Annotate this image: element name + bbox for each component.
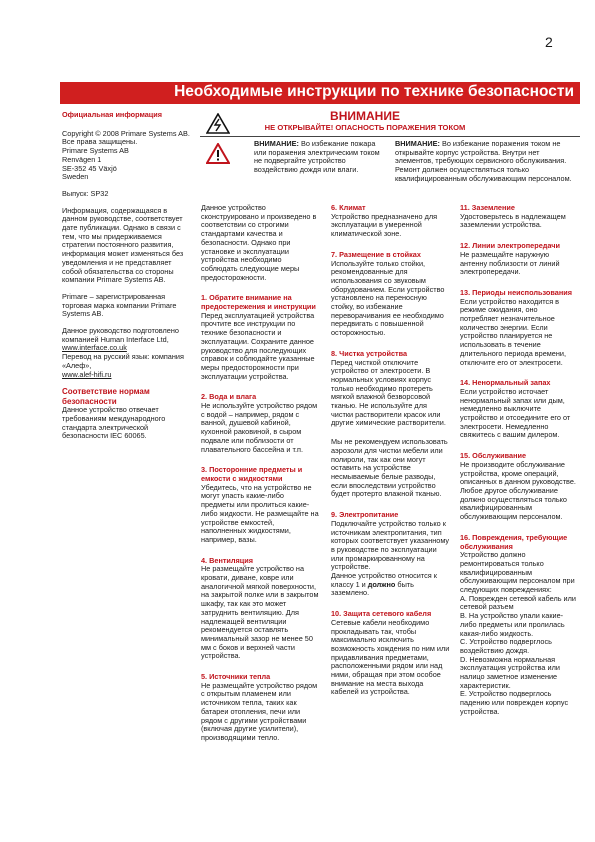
address-street: Renvägen 1	[62, 154, 102, 164]
section-14-heading: 14. Ненормальный запах	[460, 378, 551, 388]
section-1-text: Перед эксплуатацией устройства прочтите все инструкции по технике безопасности и эксплуатации. Сохраните данное руководство для последующих справок и соблюдайте указанные меры предосторожности при эксплуатации устройства.	[201, 310, 315, 381]
column-safety-1	[201, 204, 319, 751]
official-heading: Официальная информация	[62, 110, 163, 119]
column-safety-3	[460, 204, 578, 717]
section-3-heading: 3. Посторонние предметы и емкости с жидкостями	[201, 465, 303, 483]
warning-header	[200, 110, 530, 132]
section-4	[201, 557, 319, 661]
section-8-text: Перед чисткой отключите устройство от электросети. В нормальных условиях корпус только необходимо протереть мягкой влажной безворсовой тканью. Не используйте для чистки растворители красок или другие химические растворители.	[331, 357, 446, 428]
section-16-item-d: D. Невозможна нормальная эксплуатация устройства или налицо заметное изменение характеристик.	[460, 654, 560, 690]
page-title: Необходимые инструкции по технике безопасности	[174, 83, 574, 100]
class-note-c: быть заземлено.	[331, 579, 414, 598]
column-safety-2	[331, 204, 451, 705]
warning-exclamation-triangle-icon	[206, 143, 230, 164]
warning-subheading: НЕ ОТКРЫВАЙТЕ! ОПАСНОСТЬ ПОРАЖЕНИЯ ТОКОМ	[264, 123, 466, 132]
column-official-info	[62, 111, 192, 449]
class-note-a: Данное устройство относится к классу 1 и	[331, 571, 437, 589]
section-6-heading: 6. Климат	[331, 203, 366, 212]
section-8-heading: 8. Чистка устройства	[331, 348, 408, 358]
section-15-text: Не производите обслуживание устройства, кроме операций, описанных в данном руководстве. Любое другое обслуживание должно осуществляться только квалифицированным обслуживающим персоналом.	[460, 459, 576, 522]
section-9-class-note	[331, 572, 451, 598]
section-2-text: Не используйте устройство рядом с водой – например, рядом с ванной, душевой кабиной, кухонной раковиной, в сыром подвале или поблизости от плавательного бассейна и т.п.	[201, 401, 318, 454]
warning-right-text: Во избежание поражения током не открывайте корпус устройства. Внутри нет элементов, требующих сервисного обслуживания. Ремонт должен осуществляться только квалифицированным обслуживающим персоналом.	[395, 139, 572, 183]
warning-left-label: ВНИМАНИЕ:	[254, 139, 299, 148]
section-13-heading: 13. Периоды неиспользования	[460, 287, 572, 297]
class-note-emphasis: должно	[367, 579, 396, 589]
warning-heading: ВНИМАНИЕ	[330, 109, 400, 123]
section-6-text: Устройство предназначено для эксплуатации в умеренной климатической зоне.	[331, 211, 438, 239]
section-14-text: Если устройство источает ненормальный запах или дым, немедленно выключите устройство и отсоедините его от электросети. Немедленно свяжитесь с вашим дилером.	[460, 386, 571, 440]
section-5-text: Не размещайте устройство рядом с открытым пламенем или источником тепла, таких как батареи отопления, печи или рядом с другими устройствами (включая другие усилители), производящими тепло.	[201, 680, 318, 742]
section-8-text-2: Мы не рекомендуем использовать аэрозоли для чистки мебели или полироли, так как они могут оставить на устройстве несмываемые белые разводы, если впоследствии устройство будет протерто влажной тканью.	[331, 437, 448, 499]
section-16-item-a: A. Поврежден сетевой кабель или сетевой разъем	[460, 593, 576, 612]
trademark-paragraph: Primare – зарегистрированная торговая марка компании Primare Systems AB.	[62, 291, 177, 319]
title-bar	[60, 82, 580, 104]
section-13-text: Если устройство находится в режиме ожидания, оно потребляет незначительное количество энергии. Если устройство планируется не использовать в течение длительного периода времени, отключите его от электросети.	[460, 296, 566, 367]
copyright-block	[62, 130, 192, 182]
warning-left	[254, 140, 380, 175]
section-2	[201, 393, 319, 454]
translation-text: Перевод на русский язык: компания «Алеф»,	[62, 352, 184, 370]
address-city: SE-352 45 Växjö	[62, 163, 117, 173]
interface-link[interactable]: www.interface.co.uk	[62, 343, 127, 353]
norms-text: Данное устройство отвечает требованиям международного стандарта электрической безопасности IEC 60065.	[62, 405, 166, 441]
section-10-heading: 10. Защита сетевого кабеля	[331, 609, 432, 619]
section-7-text: Используйте только стойки, рекомендованные для использования со звуковым оборудованием. Если устройство установлено на переносную стойку, во избежание переворачивания ее необходимо передвигать с повышенной осторожностью.	[331, 258, 445, 338]
warning-left-text: Во избежание пожара или поражения электрическим током не подвергайте устройство воздействию дождя или влаги.	[254, 139, 380, 175]
section-16-intro: Устройство должно ремонтироваться только квалифицированным обслуживающим персоналом при следующих повреждениях:	[460, 550, 575, 595]
section-12-heading: 12. Линии электропередачи	[460, 241, 560, 251]
section-4-text: Не размещайте устройство на кровати, диване, ковре или аналогичной мягкой поверхности, на закрытой полке или в закрытом шкафу, так как это может затруднить вентиляцию. Для надлежащей вентиляции рекомендуется оставлять минимальный зазор не менее 50 мм с боков и верхней части устройства.	[201, 564, 319, 661]
section-16-heading: 16. Повреждения, требующие обслуживания	[460, 532, 568, 551]
page-number: 2	[545, 34, 553, 50]
section-2-heading: 2. Вода и влага	[201, 392, 257, 402]
section-9-heading: 9. Электропитание	[331, 510, 399, 520]
company-name: Primare Systems AB	[62, 146, 129, 156]
copyright-line: Copyright © 2008 Primare Systems AB. Все права защищены.	[62, 128, 190, 147]
warning-right	[395, 140, 577, 184]
section-11-text: Удостоверьтесь в надлежащем заземлении устройства.	[460, 211, 566, 230]
norms-heading: Соответствие нормам безопасности	[62, 387, 150, 406]
section-3	[201, 466, 319, 544]
section-1-heading: 1. Обратите внимание на предостережения и инструкции	[201, 293, 316, 312]
section-7-heading: 7. Размещение в стойках	[331, 249, 421, 259]
divider	[200, 136, 580, 137]
section-16-item-e: E. Устройство подверглось падению или поврежден корпус устройства.	[460, 689, 569, 716]
section-10-text: Сетевые кабели необходимо прокладывать так, чтобы максимально исключить возможность хождения по ним или придавливания предметами, расположенными рядом или над ними, обращая при этом особое внимание на места выхода кабелей из устройства.	[331, 617, 450, 697]
manual-credits	[62, 327, 192, 379]
section-3-text: Убедитесь, что на устройство не могут упасть какие-либо предметы или пролиться какие-либо жидкости. Не размещайте на устройстве емкостей, наполненных жидкостями, например, вазы.	[201, 482, 319, 544]
manual-prepared-text: Данное руководство подготовлено компанией Human Interface Ltd,	[62, 326, 179, 344]
section-5-heading: 5. Источники тепла	[201, 672, 271, 682]
warning-right-label: ВНИМАНИЕ:	[395, 139, 440, 148]
section-16-item-c: C. Устройство подверглось воздействию дождя.	[460, 637, 552, 655]
section-16-item-b: B. На устройство упали какие-либо предметы или пролилась какая-либо жидкость.	[460, 611, 565, 638]
section-1	[201, 294, 319, 381]
alef-link[interactable]: www.alef-hifi.ru	[62, 369, 112, 379]
address-country: Sweden	[62, 172, 89, 182]
section-9-text: Подключайте устройство только к источникам электропитания, тип которых соответствует указанному в руководстве по эксплуатации или промаркированному на устройстве.	[331, 518, 450, 572]
section-15-heading: 15. Обслуживание	[460, 451, 527, 461]
section-12-text: Не размещайте наружную антенну поблизости от линий электропередачи.	[460, 249, 560, 277]
section-4-heading: 4. Вентиляция	[201, 555, 254, 565]
issue-number: Выпуск: SP32	[62, 188, 109, 198]
info-paragraph: Информация, содержащаяся в данном руководстве, соответствует дате публикации. Однако в связи с тем, что мы придерживаемся стратегии постоянного развития, информация может изменяться без уведомления и не представляет собой обязательства со стороны компании Primare Systems AB.	[62, 205, 184, 285]
section-5	[201, 673, 319, 743]
section-11-heading: 11. Заземление	[460, 203, 515, 212]
intro-paragraph: Данное устройство сконструировано и произведено в соответствии со строгими стандартами качества и безопасности. Однако при установке и эксплуатации устройства необходимо соблюдать следующие меры предосторожности.	[201, 203, 317, 282]
